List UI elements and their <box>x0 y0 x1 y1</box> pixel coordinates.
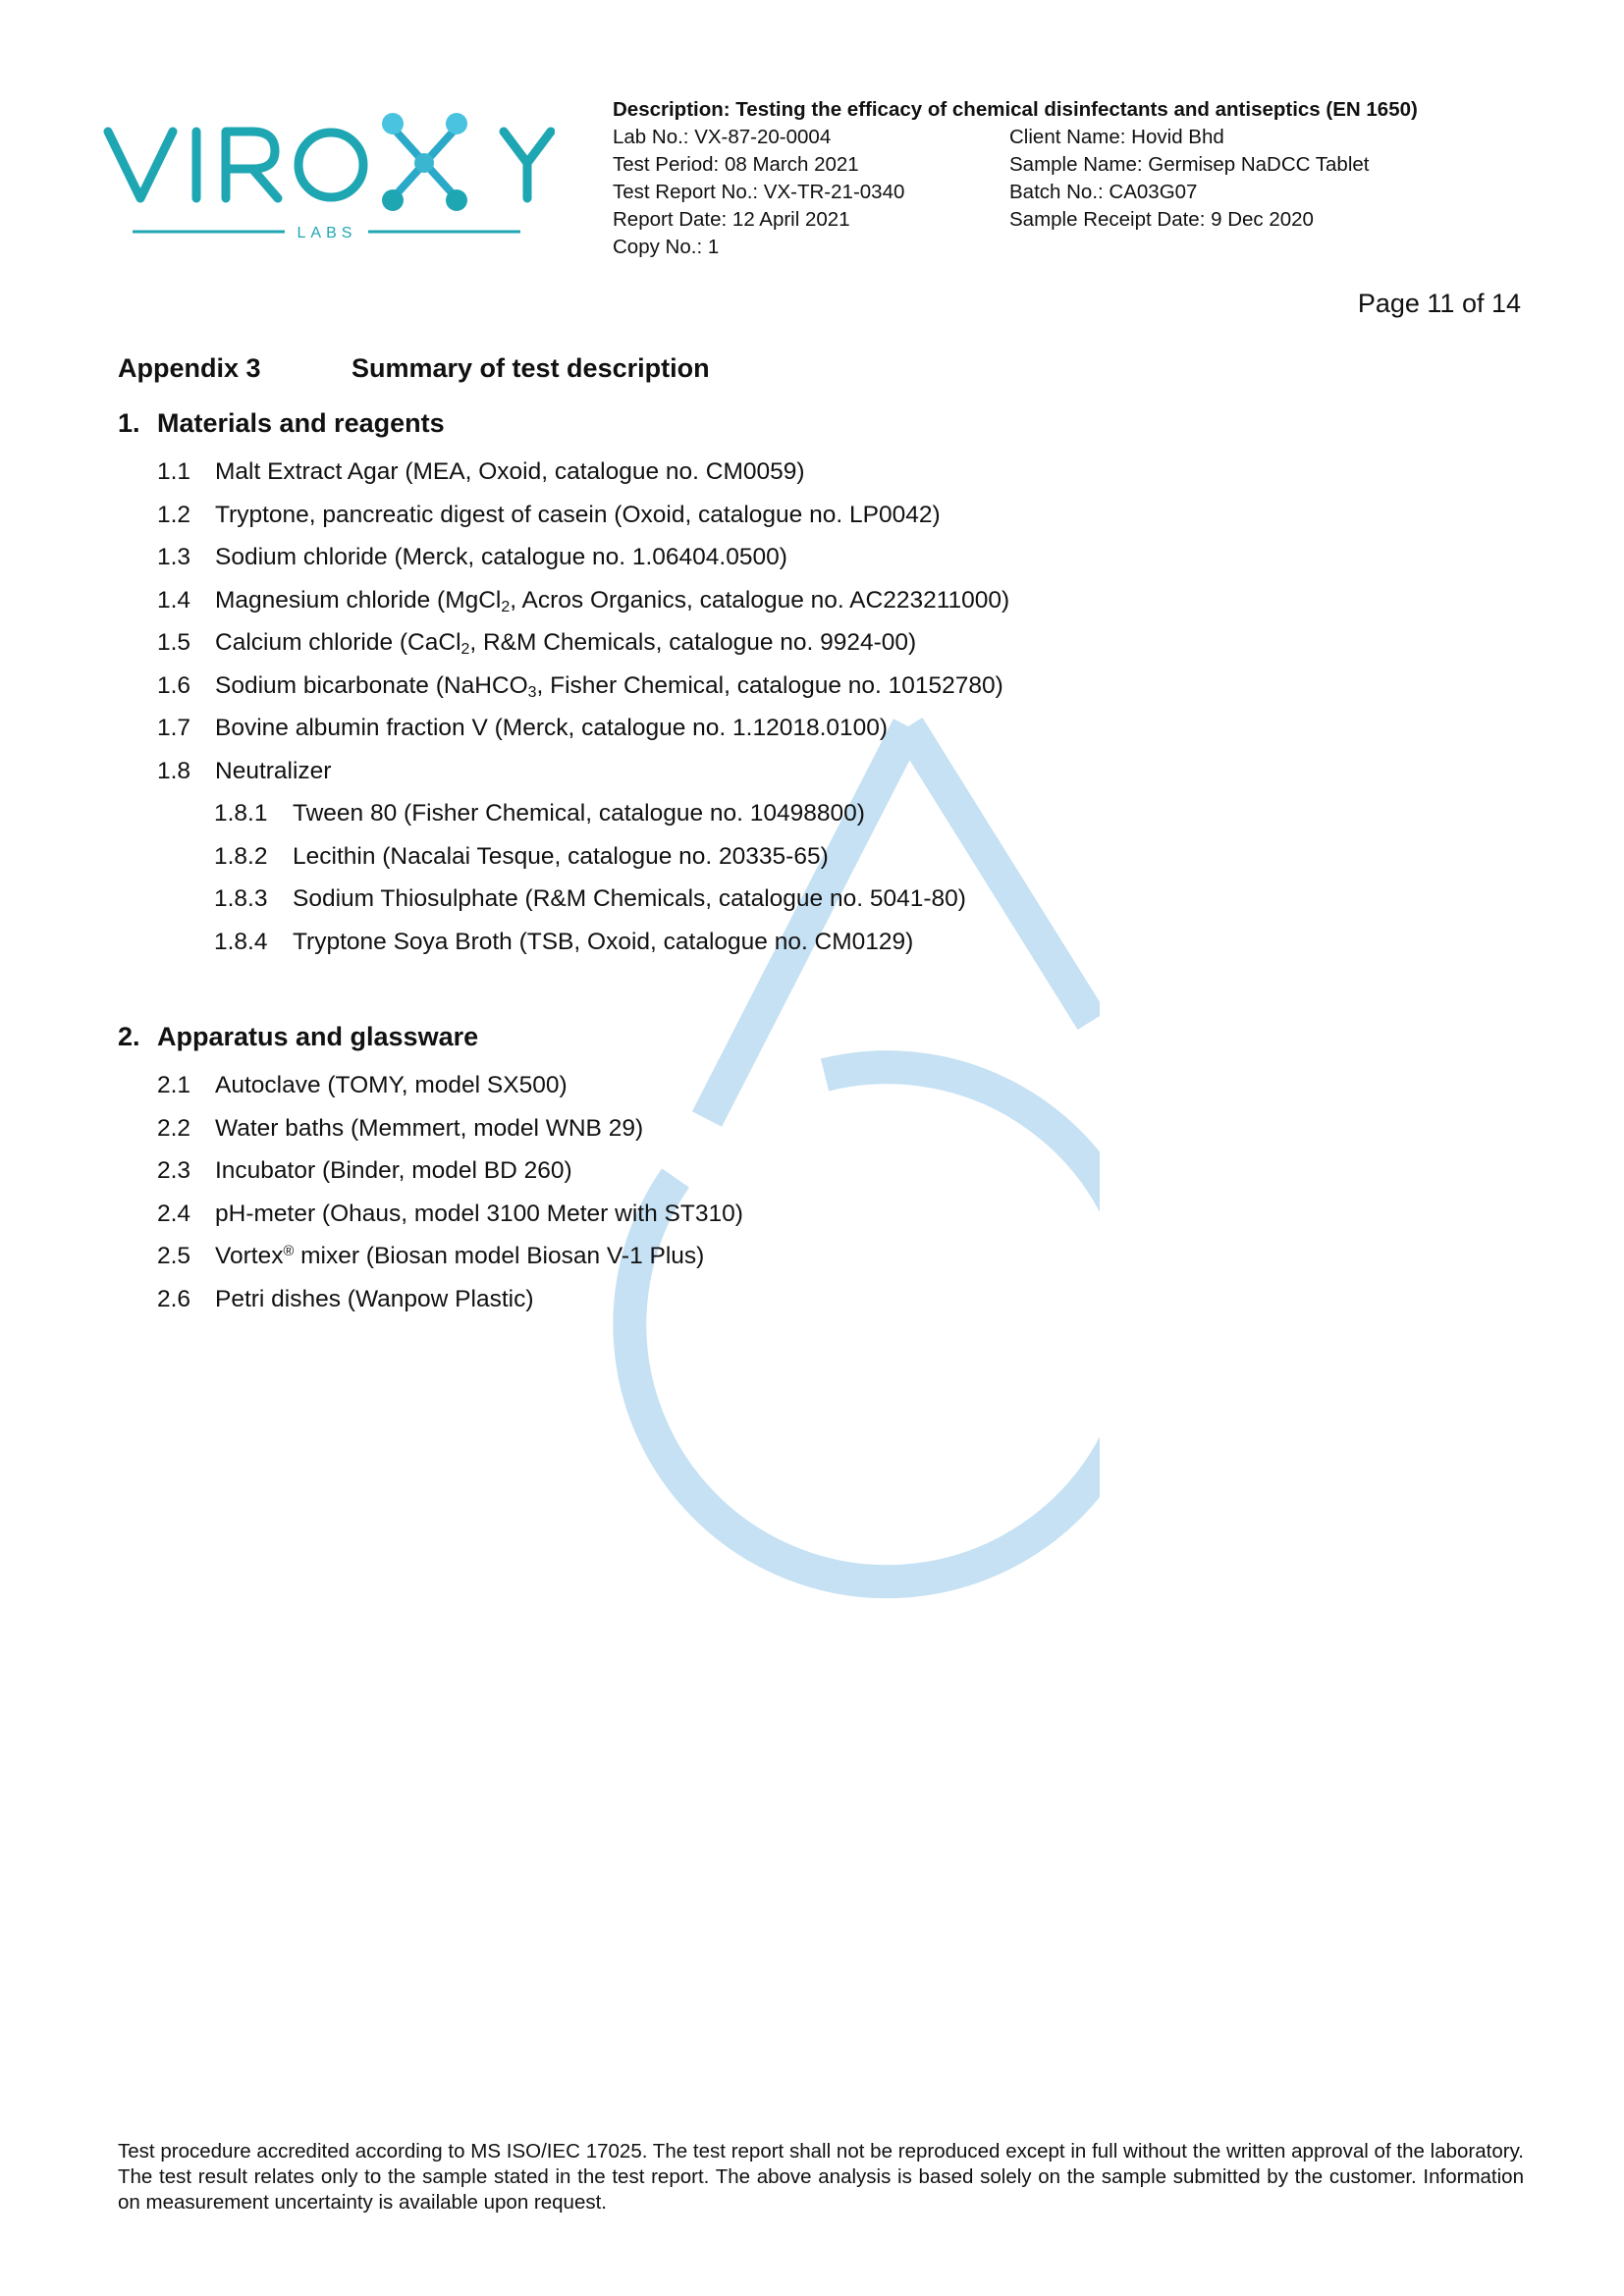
subitem-text: Sodium Thiosulphate (R&M Chemicals, catalogue no. 5041-80) <box>293 885 966 912</box>
list-item <box>118 494 1512 537</box>
list-item <box>118 1278 1512 1321</box>
item-text <box>215 579 1009 622</box>
subitem-text: Tryptone Soya Broth (TSB, Oxoid, catalogue no. CM0129) <box>293 928 914 955</box>
subscript: 2 <box>460 640 470 658</box>
list-subitem <box>118 792 1512 835</box>
item-number: 2.4 <box>157 1200 191 1227</box>
document-body <box>118 348 1512 1320</box>
list-item <box>118 707 1512 750</box>
list-item <box>118 1193 1512 1236</box>
item-number: 1.3 <box>157 544 191 570</box>
appendix-title: Summary of test description <box>352 353 710 383</box>
item-number: 2.1 <box>157 1072 191 1098</box>
item-text-pre: Sodium bicarbonate (NaHCO <box>215 671 528 699</box>
section-heading-materials <box>118 403 1512 443</box>
list-item <box>118 451 1512 494</box>
item-number: 2.2 <box>157 1114 191 1142</box>
subitem-number: 1.8.2 <box>214 842 268 870</box>
header-description: Description: Testing the efficacy of chemical disinfectants and antiseptics (EN 1650) <box>613 98 1418 121</box>
list-item <box>118 665 1512 708</box>
item-number: 2.5 <box>157 1243 191 1269</box>
item-text-pre: Vortex <box>215 1243 284 1269</box>
header-test-period: Test Period: 08 March 2021 <box>613 153 859 176</box>
item-number: 2.6 <box>157 1285 191 1312</box>
registered-mark: ® <box>283 1243 295 1259</box>
list-item <box>118 1235 1512 1278</box>
list-subitem <box>118 835 1512 879</box>
item-text: Autoclave (TOMY, model SX500) <box>215 1072 568 1098</box>
header-batch-no: Batch No.: CA03G07 <box>1009 181 1198 203</box>
item-text: Incubator (Binder, model BD 260) <box>215 1157 572 1184</box>
item-text <box>215 1235 704 1278</box>
subitem-number: 1.8.1 <box>214 800 268 827</box>
item-text: Bovine albumin fraction V (Merck, catalogue no. 1.12018.0100) <box>215 715 889 741</box>
subitem-text: Lecithin (Nacalai Tesque, catalogue no. 20335-65) <box>293 842 829 870</box>
item-text: Neutralizer <box>215 757 332 784</box>
subitem-text: Tween 80 (Fisher Chemical, catalogue no. 10498800) <box>293 800 865 827</box>
item-text-post: , Acros Organics, catalogue no. AC223211000) <box>510 586 1010 614</box>
item-number: 2.3 <box>157 1157 191 1184</box>
list-item <box>118 621 1512 665</box>
list-item <box>118 536 1512 579</box>
subitem-number: 1.8.4 <box>214 928 268 955</box>
section-title: Apparatus and glassware <box>157 1022 479 1051</box>
header-report-date: Report Date: 12 April 2021 <box>613 208 850 231</box>
item-number: 1.6 <box>157 671 191 699</box>
viroxy-labs-logo <box>103 100 555 247</box>
appendix-heading <box>118 348 1512 388</box>
header-client-name: Client Name: Hovid Bhd <box>1009 126 1224 148</box>
subitem-number: 1.8.3 <box>214 885 268 912</box>
item-text-pre: Calcium chloride (CaCl <box>215 629 461 656</box>
section-number: 2. <box>118 1022 140 1051</box>
header-sample-name: Sample Name: Germisep NaDCC Tablet <box>1009 153 1370 176</box>
item-text-pre: Magnesium chloride (MgCl <box>215 586 502 614</box>
item-number: 1.8 <box>157 757 191 784</box>
list-item <box>118 750 1512 793</box>
item-text-post: mixer (Biosan model Biosan V-1 Plus) <box>294 1243 705 1269</box>
header-test-report-no: Test Report No.: VX-TR-21-0340 <box>613 181 905 203</box>
list-item <box>118 1107 1512 1150</box>
page-number: Page 11 of 14 <box>1357 289 1521 318</box>
section-title: Materials and reagents <box>157 408 445 438</box>
header-copy-no: Copy No.: 1 <box>613 236 720 258</box>
report-header <box>613 96 1526 261</box>
header-sample-receipt-date: Sample Receipt Date: 9 Dec 2020 <box>1009 208 1314 231</box>
section-number: 1. <box>118 408 140 438</box>
item-text <box>215 621 916 665</box>
item-text: Malt Extract Agar (MEA, Oxoid, catalogue no. CM0059) <box>215 458 805 485</box>
item-number: 1.1 <box>157 458 191 485</box>
list-item <box>118 1149 1512 1193</box>
logo-tagline: LABS <box>297 225 357 241</box>
appendix-label: Appendix 3 <box>118 353 261 383</box>
section-heading-apparatus <box>118 1017 1512 1056</box>
item-text: Tryptone, pancreatic digest of casein (Oxoid, catalogue no. LP0042) <box>215 501 941 528</box>
list-subitem <box>118 878 1512 921</box>
item-number: 1.4 <box>157 586 191 614</box>
subscript: 3 <box>527 683 537 701</box>
item-number: 1.7 <box>157 715 191 741</box>
list-item <box>118 579 1512 622</box>
header-lab-no: Lab No.: VX-87-20-0004 <box>613 126 832 148</box>
subscript: 2 <box>501 598 511 615</box>
item-text: Sodium chloride (Merck, catalogue no. 1.06404.0500) <box>215 544 787 570</box>
item-text-post: , R&M Chemicals, catalogue no. 9924-00) <box>469 629 917 656</box>
item-text: Water baths (Memmert, model WNB 29) <box>215 1114 644 1142</box>
list-subitem <box>118 921 1512 964</box>
item-number: 1.2 <box>157 501 191 528</box>
item-text: pH-meter (Ohaus, model 3100 Meter with ST310) <box>215 1200 743 1227</box>
item-number: 1.5 <box>157 629 191 656</box>
item-text: Petri dishes (Wanpow Plastic) <box>215 1285 534 1312</box>
item-text-post: , Fisher Chemical, catalogue no. 10152780) <box>536 671 1003 699</box>
item-text <box>215 665 1003 708</box>
list-item <box>118 1064 1512 1107</box>
footer-disclaimer: Test procedure accredited according to MS ISO/IEC 17025. The test report shall not be reproduced except in full without the written approval of the laboratory. The test result relates only to the sample stated in the test report. The above analysis is based solely on the sample submitted by the customer. Information on measurement uncertainty is available upon request. <box>118 2140 1524 2214</box>
